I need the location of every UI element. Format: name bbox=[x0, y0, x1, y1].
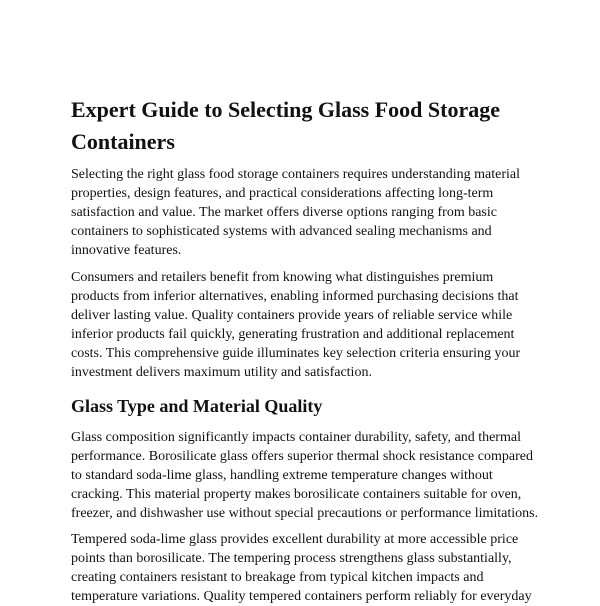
text-line: deliver lasting value. Quality containers provide years of reliable service while bbox=[71, 308, 513, 323]
section-paragraph-1 bbox=[71, 428, 538, 523]
text-line: investment delivers maximum utility and satisfaction. bbox=[71, 365, 372, 380]
text-line: Selecting the right glass food storage containers requires understanding material bbox=[71, 167, 521, 182]
text-line: properties, design features, and practical considerations affecting long-term bbox=[71, 186, 494, 201]
title-line: Containers bbox=[71, 129, 175, 154]
text-line: to standard soda-lime glass, handling extreme temperature changes without bbox=[71, 468, 493, 483]
text-line: inferior products fail quickly, generating frustration and additional replacement bbox=[71, 327, 515, 342]
text-line: freezer, and dishwasher use without special precautions or performance limitations. bbox=[71, 506, 539, 521]
text-line: performance. Borosilicate glass offers superior thermal shock resistance compared bbox=[71, 449, 533, 464]
text-line: satisfaction and value. The market offers diverse options ranging from basic bbox=[71, 205, 497, 220]
text-line: Consumers and retailers benefit from knowing what distinguishes premium bbox=[71, 270, 494, 285]
text-line: products from inferior alternatives, enabling informed purchasing decisions that bbox=[71, 289, 519, 304]
intro-paragraph-1 bbox=[71, 165, 520, 260]
intro-paragraph-2 bbox=[71, 268, 520, 382]
section-paragraph-2 bbox=[71, 530, 532, 606]
text-line: cracking. This material property makes borosilicate containers suitable for oven, bbox=[71, 487, 522, 502]
text-line: temperature variations. Quality tempered containers perform reliably for everyday bbox=[71, 589, 532, 604]
text-line: Tempered soda-lime glass provides excellent durability at more accessible price bbox=[71, 532, 519, 547]
section-heading: Glass Type and Material Quality bbox=[71, 396, 323, 416]
title-line: Expert Guide to Selecting Glass Food Storage bbox=[71, 97, 500, 122]
text-line: points than borosilicate. The tempering process strengthens glass substantially, bbox=[71, 551, 512, 566]
text-line: containers to sophisticated systems with advanced sealing mechanisms and bbox=[71, 224, 492, 239]
page-title bbox=[71, 94, 500, 158]
text-line: innovative features. bbox=[71, 243, 182, 258]
text-line: costs. This comprehensive guide illuminates key selection criteria ensuring your bbox=[71, 346, 521, 361]
text-line: creating containers resistant to breakage from typical kitchen impacts and bbox=[71, 570, 484, 585]
text-line: Glass composition significantly impacts container durability, safety, and thermal bbox=[71, 430, 521, 445]
